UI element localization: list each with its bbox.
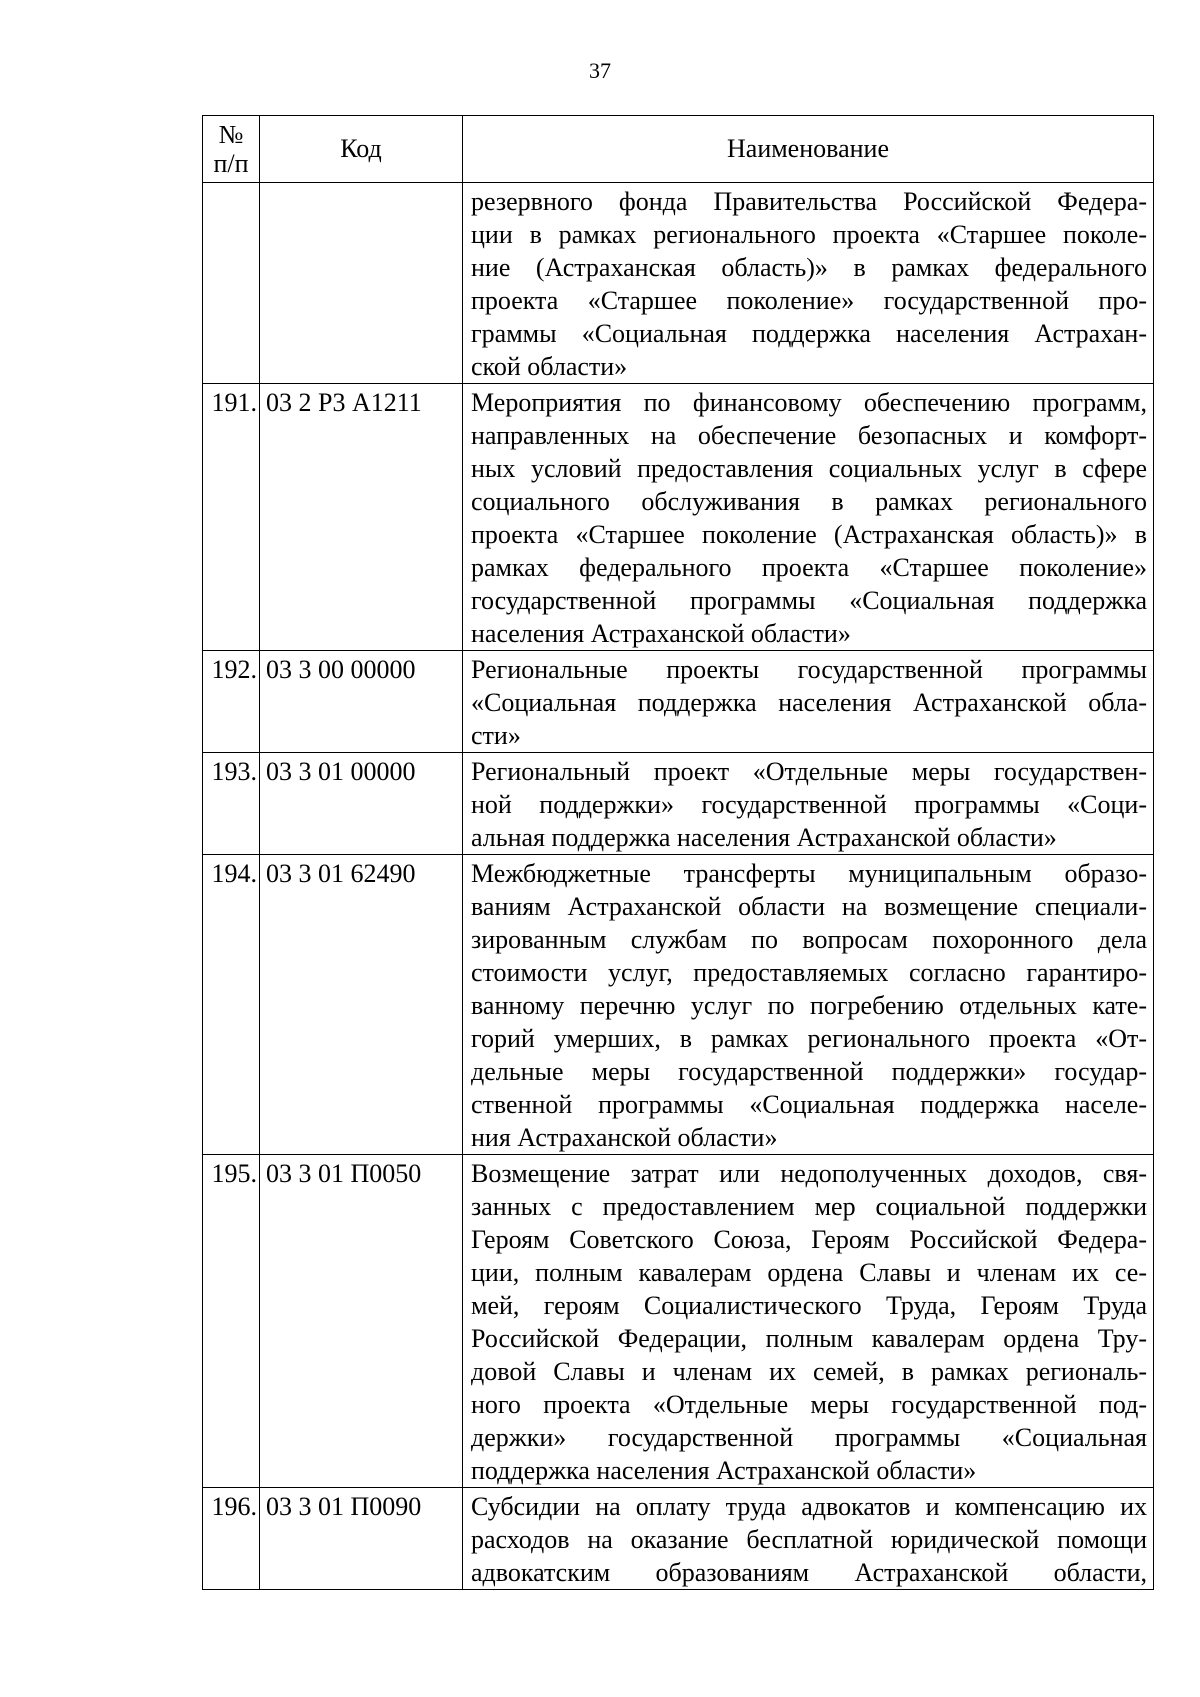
table-row (203, 651, 1154, 753)
row-name-line: стоимости услуг, предоставляемых согласно гарантиро- (471, 958, 1147, 987)
row-number: 193. (203, 753, 260, 855)
table-row (203, 183, 1154, 384)
row-name-line: мей, героям Социалистического Труда, Героям Труда (471, 1291, 1147, 1320)
row-name-line: ской области» (471, 352, 628, 381)
row-name-line: ванному перечню услуг по погребению отдельных кате- (471, 991, 1147, 1020)
row-name-line: Региональные проекты государственной программы (471, 655, 1147, 684)
row-number: 192. (203, 651, 260, 753)
row-name (463, 651, 1154, 753)
table-row (203, 384, 1154, 651)
row-name-line: ции в рамках регионального проекта «Старшее поколе- (471, 220, 1147, 249)
row-name-line: Региональный проект «Отдельные меры государствен- (471, 757, 1147, 786)
row-name-line: ции, полным кавалерам ордена Славы и членам их се- (471, 1258, 1147, 1287)
row-name (463, 183, 1154, 384)
row-name (463, 855, 1154, 1155)
row-name-line: «Социальная поддержка населения Астраханской обла- (471, 688, 1147, 717)
row-name-line: расходов на оказание бесплатной юридической помощи (471, 1525, 1147, 1554)
row-name-line: проекта «Старшее поколение» государственной про- (471, 286, 1147, 315)
table-row (203, 1155, 1154, 1488)
table-row (203, 855, 1154, 1155)
header-number-abbr: п/п (213, 149, 249, 178)
row-name-line: Российской Федерации, полным кавалерам ордена Тру- (471, 1324, 1147, 1353)
row-name-line: альная поддержка населения Астраханской области» (471, 823, 1057, 852)
header-code: Код (260, 116, 463, 183)
row-name-line: Субсидии на оплату труда адвокатов и компенсацию их (471, 1492, 1147, 1521)
row-name-line: Возмещение затрат или недополученных доходов, свя- (471, 1159, 1147, 1188)
row-name (463, 753, 1154, 855)
row-name-line: рамках федерального проекта «Старшее поколение» (471, 553, 1147, 582)
row-name-line: зированным службам по вопросам похоронного дела (471, 925, 1147, 954)
row-code: 03 3 00 00000 (260, 651, 463, 753)
row-name-line: Героям Советского Союза, Героям Российской Федера- (471, 1225, 1147, 1254)
budget-classification-table (202, 115, 1154, 1590)
row-number: 195. (203, 1155, 260, 1488)
row-number: 194. (203, 855, 260, 1155)
row-name-line: адвокатским образованиям Астраханской области, (471, 1558, 1147, 1587)
header-name: Наименование (463, 116, 1154, 183)
row-name-line: ных условий предоставления социальных услуг в сфере (471, 454, 1147, 483)
row-name-line: ного проекта «Отдельные меры государственной под- (471, 1390, 1147, 1419)
row-code: 03 3 01 00000 (260, 753, 463, 855)
row-name-line: граммы «Социальная поддержка населения Астрахан- (471, 319, 1147, 348)
header-number-sign: № (218, 120, 244, 149)
row-name-line: ственной программы «Социальная поддержка населе- (471, 1090, 1147, 1119)
row-number (203, 183, 260, 384)
row-code: 03 3 01 П0090 (260, 1488, 463, 1590)
row-name-line: резервного фонда Правительства Российской Федера- (471, 187, 1147, 216)
row-name (463, 1488, 1154, 1590)
row-name-line: держки» государственной программы «Социальная (471, 1423, 1147, 1452)
row-name-line: дельные меры государственной поддержки» государ- (471, 1057, 1147, 1086)
table-row (203, 1488, 1154, 1590)
row-name-line: Мероприятия по финансовому обеспечению программ, (471, 388, 1147, 417)
row-name (463, 1155, 1154, 1488)
row-number: 191. (203, 384, 260, 651)
row-name-line: населения Астраханской области» (471, 619, 851, 648)
row-code (260, 183, 463, 384)
table-row (203, 753, 1154, 855)
row-name (463, 384, 1154, 651)
row-name-line: ной поддержки» государственной программы «Соци- (471, 790, 1147, 819)
header-number (203, 116, 260, 183)
row-name-line: ваниям Астраханской области на возмещение специали- (471, 892, 1147, 921)
row-name-line: направленных на обеспечение безопасных и комфорт- (471, 421, 1147, 450)
row-name-line: занных с предоставлением мер социальной поддержки (471, 1192, 1147, 1221)
row-name-line: довой Славы и членам их семей, в рамках региональ- (471, 1357, 1147, 1386)
row-number: 196. (203, 1488, 260, 1590)
row-name-line: ние (Астраханская область)» в рамках федерального (471, 253, 1147, 282)
page-number: 37 (589, 58, 611, 83)
row-code: 03 2 Р3 А1211 (260, 384, 463, 651)
row-code: 03 3 01 62490 (260, 855, 463, 1155)
row-code: 03 3 01 П0050 (260, 1155, 463, 1488)
table-header-row (203, 116, 1154, 183)
row-name-line: Межбюджетные трансферты муниципальным образо- (471, 859, 1147, 888)
row-name-line: сти» (471, 721, 521, 750)
row-name-line: государственной программы «Социальная поддержка (471, 586, 1147, 615)
row-name-line: проекта «Старшее поколение (Астраханская область)» в (471, 520, 1147, 549)
row-name-line: ния Астраханской области» (471, 1123, 778, 1152)
table-body (203, 183, 1154, 1590)
row-name-line: социального обслуживания в рамках регионального (471, 487, 1147, 516)
row-name-line: горий умерших, в рамках регионального проекта «От- (471, 1024, 1147, 1053)
row-name-line: поддержка населения Астраханской области» (471, 1456, 977, 1485)
